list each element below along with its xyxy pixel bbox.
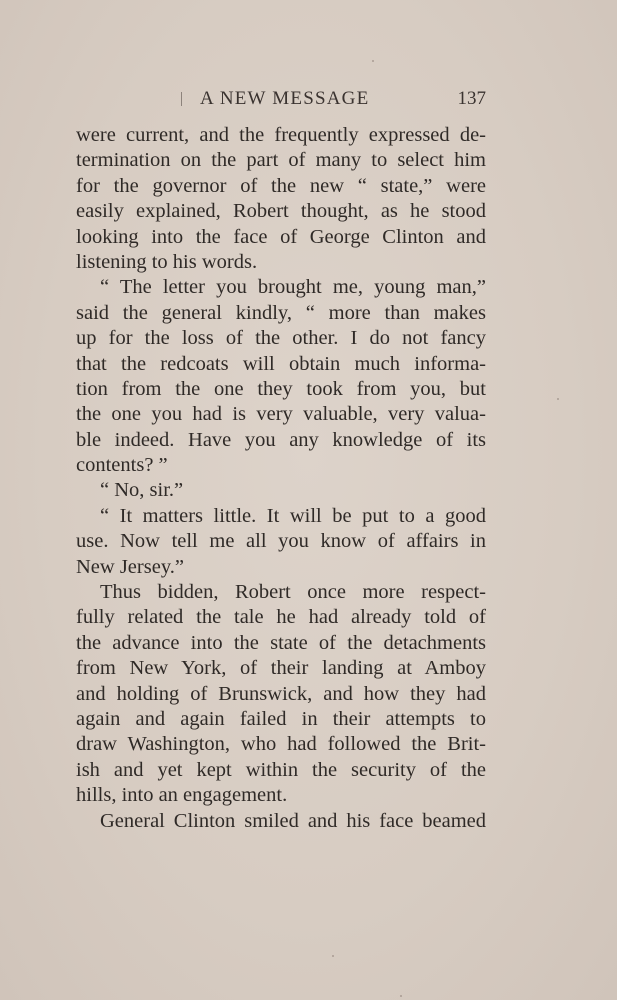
paper-speck [332,955,334,957]
text-line: use. Now tell me all you know of affairs in [76,530,486,553]
body-text [76,123,486,834]
text-line: and holding of Brunswick, and how they had [76,682,486,705]
page-number: 137 [457,88,486,109]
text-line: for the governor of the new “ state,” were [76,174,486,197]
text-line: “ The letter you brought me, young man,” [100,276,486,299]
header-mark [181,92,182,106]
text-line: “ It matters little. It will be put to a good [100,504,486,527]
text-line: fully related the tale he had already told of [76,606,486,629]
paper-speck [557,398,559,400]
paper-speck [372,60,374,62]
text-line: again and again failed in their attempts to [76,707,486,730]
text-line: easily explained, Robert thought, as he stood [76,200,486,223]
paper-speck [400,995,402,997]
page-header [76,88,486,114]
text-line: ble indeed. Have you any knowledge of its [76,428,486,451]
text-line: tion from the one they took from you, but [76,377,486,400]
text-line: ish and yet kept within the security of the [76,758,486,781]
text-line: draw Washington, who had followed the Brit- [76,733,486,756]
text-line: Thus bidden, Robert once more respect- [100,581,486,604]
text-line: General Clinton smiled and his face beamed [100,809,486,832]
text-line: listening to his words. [76,250,258,273]
text-line: looking into the face of George Clinton and [76,225,486,248]
text-line: termination on the part of many to select him [76,149,486,172]
text-line: that the redcoats will obtain much informa- [76,352,486,375]
text-line: New Jersey.” [76,555,184,578]
text-line: from New York, of their landing at Amboy [76,657,486,680]
text-line: the advance into the state of the detachments [76,631,486,654]
text-line: the one you had is very valuable, very valua- [76,403,486,426]
text-line: were current, and the frequently expressed de- [76,124,486,146]
text-line: said the general kindly, “ more than makes [76,301,486,324]
text-line: hills, into an engagement. [76,784,288,807]
text-line: “ No, sir.” [100,479,184,502]
text-line: contents? ” [76,454,168,477]
running-title: A NEW MESSAGE [200,88,370,109]
text-line: up for the loss of the other. I do not fancy [76,327,486,350]
